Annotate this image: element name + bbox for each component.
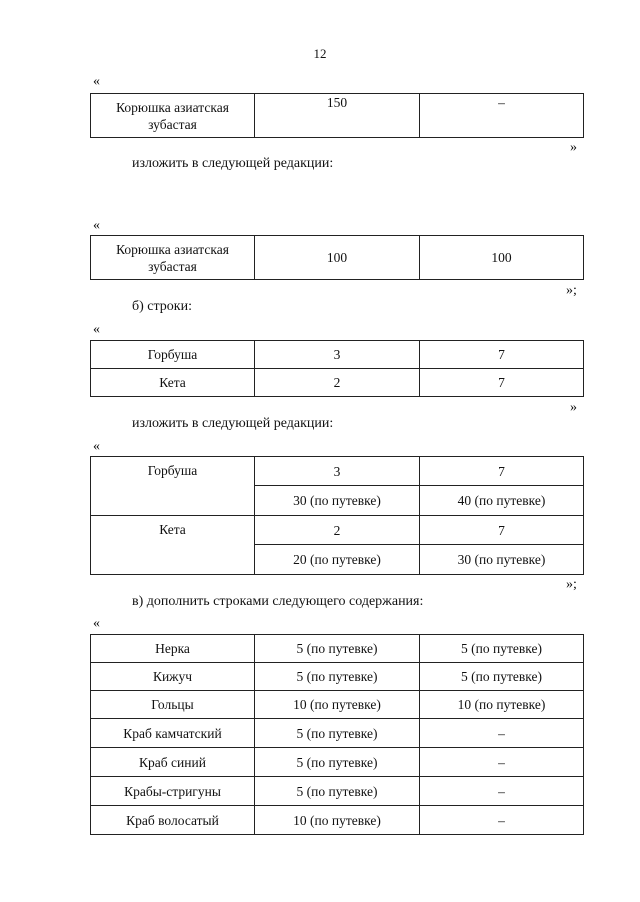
- table-cell: 10 (по путевке): [255, 691, 420, 719]
- table-cell: 5 (по путевке): [420, 635, 584, 663]
- table-cell: 2: [255, 516, 420, 545]
- table-cell: Краб камчатский: [91, 719, 255, 748]
- table-cell: 150: [255, 94, 420, 138]
- table-cell: 7: [420, 369, 584, 397]
- table-cell: Крабы-стригуны: [91, 777, 255, 806]
- table-cell: –: [420, 777, 584, 806]
- table-cell: 5 (по путевке): [255, 748, 420, 777]
- table-cell: Кета: [91, 516, 255, 575]
- table-cell: –: [420, 806, 584, 835]
- section-b-text: б) строки:: [132, 299, 192, 314]
- open-quote: «: [93, 322, 100, 337]
- table-cell: 5 (по путевке): [255, 663, 420, 691]
- table-cell: 20 (по путевке): [255, 545, 420, 575]
- table-cell: 3: [255, 341, 420, 369]
- table-smelt-new: [90, 235, 584, 280]
- table-cell: Корюшка азиатская зубастая: [91, 94, 255, 138]
- table-cell: –: [420, 94, 584, 138]
- table-cell: 5 (по путевке): [255, 777, 420, 806]
- table-salmon-old: [90, 340, 584, 397]
- table-cell: Нерка: [91, 635, 255, 663]
- table-cell: 3: [255, 457, 420, 486]
- table-cell: 100: [420, 236, 584, 280]
- table-additions: [90, 634, 584, 835]
- table-cell: Краб волосатый: [91, 806, 255, 835]
- table-cell: 30 (по путевке): [420, 545, 584, 575]
- table-cell: 7: [420, 516, 584, 545]
- open-quote: «: [93, 616, 100, 631]
- table-cell: Краб синий: [91, 748, 255, 777]
- table-cell: 5 (по путевке): [255, 635, 420, 663]
- table-cell: 7: [420, 457, 584, 486]
- table-cell: 2: [255, 369, 420, 397]
- table-cell: Горбуша: [91, 457, 255, 516]
- table-cell: 10 (по путевке): [420, 691, 584, 719]
- open-quote: «: [93, 439, 100, 454]
- table-cell: 5 (по путевке): [420, 663, 584, 691]
- open-quote: «: [93, 218, 100, 233]
- close-quote: »;: [566, 577, 577, 592]
- table-cell: Корюшка азиатская зубастая: [91, 236, 255, 280]
- table-cell: –: [420, 719, 584, 748]
- open-quote: «: [93, 74, 100, 89]
- close-quote: »;: [566, 283, 577, 298]
- table-cell: 10 (по путевке): [255, 806, 420, 835]
- table-salmon-new: [90, 456, 584, 575]
- instruction-text: изложить в следующей редакции:: [132, 416, 334, 431]
- table-cell: 100: [255, 236, 420, 280]
- table-cell: 30 (по путевке): [255, 486, 420, 516]
- table-smelt-old: [90, 93, 584, 138]
- close-quote: »: [570, 140, 577, 155]
- table-cell: Кета: [91, 369, 255, 397]
- page-number: 12: [313, 46, 327, 61]
- section-v-text: в) дополнить строками следующего содержания:: [132, 594, 424, 609]
- table-cell: 40 (по путевке): [420, 486, 584, 516]
- table-cell: –: [420, 748, 584, 777]
- table-cell: 5 (по путевке): [255, 719, 420, 748]
- table-cell: 7: [420, 341, 584, 369]
- table-cell: Кижуч: [91, 663, 255, 691]
- table-cell: Горбуша: [91, 341, 255, 369]
- instruction-text: изложить в следующей редакции:: [132, 156, 334, 171]
- table-cell: Гольцы: [91, 691, 255, 719]
- close-quote: »: [570, 400, 577, 415]
